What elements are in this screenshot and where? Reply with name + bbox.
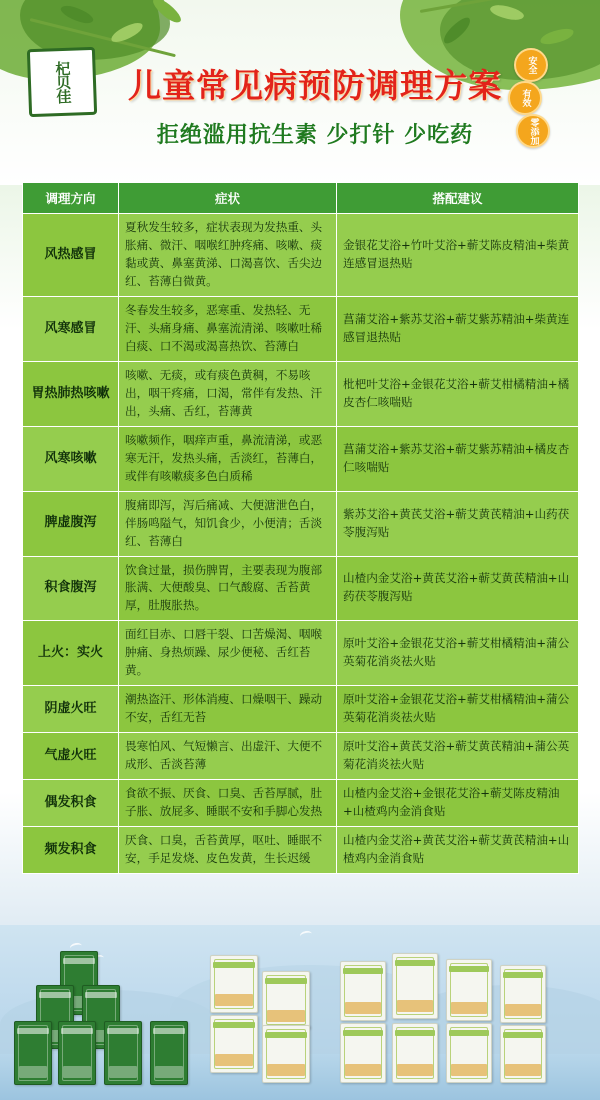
column-header-direction: 调理方向 [23, 183, 119, 214]
cell-suggestion: 枇杷叶艾浴+金银花艾浴+蕲艾柑橘精油+橘皮杏仁咳喘贴 [337, 361, 579, 426]
cell-direction: 阴虚火旺 [23, 686, 119, 733]
product-box [446, 1023, 492, 1083]
table-row [23, 621, 579, 686]
table-row [23, 780, 579, 827]
product-box [58, 1021, 96, 1085]
cell-suggestion: 山楂内金艾浴+金银花艾浴+蕲艾陈皮精油+山楂鸡内金消食贴 [337, 780, 579, 827]
cell-symptoms: 畏寒怕风、气短懒言、出虚汗、大便不成形、舌淡苔薄 [119, 733, 337, 780]
brand-logo-text: 杞贝佳 [53, 60, 73, 104]
cell-direction: 脾虚腹泻 [23, 491, 119, 556]
seal-badge-no-additive [516, 114, 550, 148]
cell-symptoms: 咳嗽频作，咽痒声重，鼻流清涕，或恶寒无汗，发热头痛，舌淡红，苔薄白，或伴有咳嗽痰多色白质稀 [119, 426, 337, 491]
cell-suggestion: 山楂内金艾浴+黄芪艾浴+蕲艾黄芪精油+山药茯苓腹泻贴 [337, 556, 579, 621]
cell-symptoms: 食欲不振、厌食、口臭、舌苔厚腻，肚子胀、放屁多、睡眠不安和手脚心发热 [119, 780, 337, 827]
table-row [23, 827, 579, 874]
table-header-row [23, 183, 579, 214]
cell-suggestion: 菖蒲艾浴+紫苏艾浴+蕲艾紫苏精油+柴黄连感冒退热贴 [337, 296, 579, 361]
product-box [392, 953, 438, 1019]
product-showcase [0, 925, 600, 1100]
seal-badge-effective [508, 81, 542, 115]
cell-symptoms: 面红目赤、口唇干裂、口苦燥渴、咽喉肿痛、身热烦躁、尿少便秘、舌红苔黄。 [119, 621, 337, 686]
table-row [23, 361, 579, 426]
cell-symptoms: 冬春发生较多，恶寒重、发热轻、无汗、头痛身痛、鼻塞流清涕、咳嗽吐稀白痰、口不渴或渴喜热饮、苔薄白 [119, 296, 337, 361]
cell-symptoms: 腹痛即泻，泻后痛减、大便溏泄色白，伴肠鸣隘气，知饥食少，小便清；舌淡红、苔薄白 [119, 491, 337, 556]
table-row [23, 686, 579, 733]
cell-direction: 风寒咳嗽 [23, 426, 119, 491]
seal-badge-safe [514, 48, 548, 82]
product-box [262, 1025, 310, 1083]
page-subtitle: 拒绝滥用抗生素 少打针 少吃药 [156, 123, 474, 148]
product-box [210, 955, 258, 1013]
cell-direction: 风热感冒 [23, 214, 119, 297]
column-header-symptoms: 症状 [119, 183, 337, 214]
cell-symptoms: 厌食、口臭，舌苔黄厚，呕吐、睡眠不安，手足发烧、皮色发黄，生长迟缓 [119, 827, 337, 874]
table-row [23, 733, 579, 780]
cell-suggestion: 菖蒲艾浴+紫苏艾浴+蕲艾紫苏精油+橘皮杏仁咳喘贴 [337, 426, 579, 491]
product-box [150, 1021, 188, 1085]
cell-symptoms: 夏秋发生较多，症状表现为发热重、头胀痛、微汗、咽喉红肿疼痛、咳嗽、痰黏或黄、鼻塞黄涕、口渴喜饮、舌尖边红、苔薄白微黄。 [119, 214, 337, 297]
cell-direction: 风寒感冒 [23, 296, 119, 361]
table-row [23, 556, 579, 621]
column-header-suggestion: 搭配建议 [337, 183, 579, 214]
cell-direction: 频发积食 [23, 827, 119, 874]
product-box [392, 1023, 438, 1083]
cell-suggestion: 山楂内金艾浴+黄芪艾浴+蕲艾黄芪精油+山楂鸡内金消食贴 [337, 827, 579, 874]
product-box [340, 961, 386, 1021]
cell-symptoms: 饮食过量，损伤脾胃，主要表现为腹部胀满、大便酸臭、口气酸腐、舌苔黄厚，肚腹胀热。 [119, 556, 337, 621]
cell-suggestion: 原叶艾浴+金银花艾浴+蕲艾柑橘精油+蒲公英菊花消炎祛火贴 [337, 621, 579, 686]
cell-suggestion: 原叶艾浴+金银花艾浴+蕲艾柑橘精油+蒲公英菊花消炎祛火贴 [337, 686, 579, 733]
page-title: 儿童常见病预防调理方案 [128, 66, 502, 105]
regimen-table [22, 182, 579, 874]
seal-label: 零添加 [528, 117, 539, 145]
table-row [23, 491, 579, 556]
seal-label: 有效 [520, 89, 531, 107]
seal-label: 安全 [526, 56, 537, 74]
cell-direction: 气虚火旺 [23, 733, 119, 780]
cell-suggestion: 紫苏艾浴+黄芪艾浴+蕲艾黄芪精油+山药茯苓腹泻贴 [337, 491, 579, 556]
cell-symptoms: 咳嗽、无痰，或有痰色黄稠，不易咳出，咽干疼痛，口渴，常伴有发热、汗出，头痛、舌红，苔薄黄 [119, 361, 337, 426]
product-box [14, 1021, 52, 1085]
product-box [446, 959, 492, 1021]
cell-direction: 积食腹泻 [23, 556, 119, 621]
cell-suggestion: 原叶艾浴+黄芪艾浴+蕲艾黄芪精油+蒲公英菊花消炎祛火贴 [337, 733, 579, 780]
product-box [210, 1015, 258, 1073]
regimen-table-wrapper [22, 182, 578, 874]
cell-direction: 胃热肺热咳嗽 [23, 361, 119, 426]
cell-direction: 上火：实火 [23, 621, 119, 686]
table-row [23, 426, 579, 491]
product-box [500, 965, 546, 1023]
table-row [23, 214, 579, 297]
cell-symptoms: 潮热盗汗、形体消瘦、口燥咽干、躁动不安，舌红无苔 [119, 686, 337, 733]
product-box [340, 1023, 386, 1083]
table-row [23, 296, 579, 361]
product-box [104, 1021, 142, 1085]
table-body [23, 214, 579, 874]
cell-suggestion: 金银花艾浴+竹叶艾浴+蕲艾陈皮精油+柴黄连感冒退热贴 [337, 214, 579, 297]
product-box [500, 1025, 546, 1083]
seal-group [508, 48, 578, 148]
cell-direction: 偶发积食 [23, 780, 119, 827]
product-box [262, 971, 310, 1029]
brand-logo [27, 47, 97, 117]
